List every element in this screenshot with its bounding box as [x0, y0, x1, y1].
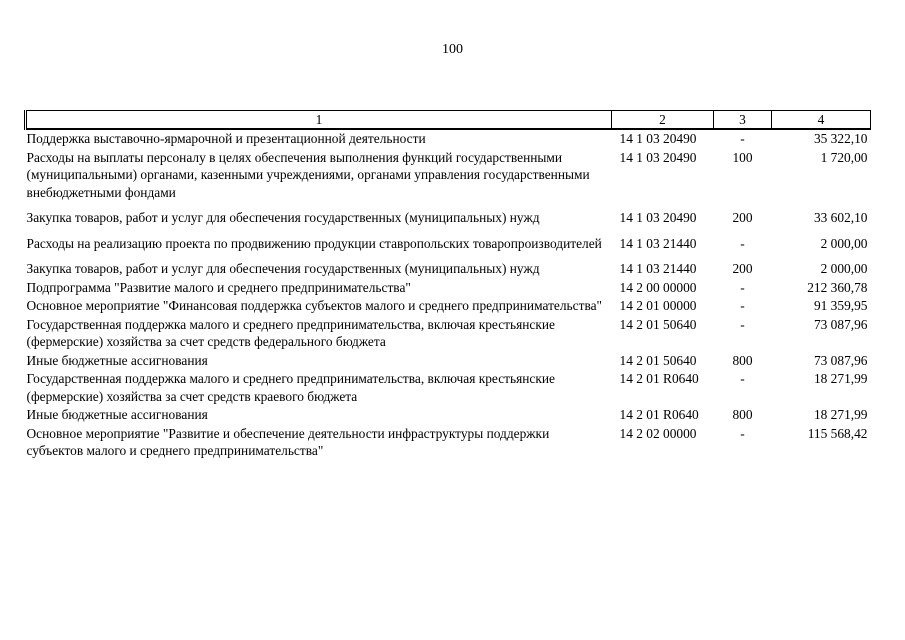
- row-name: Основное мероприятие "Развитие и обеспечение деятельности инфраструктуры поддержки субъектов малого и среднего предпринимательства": [26, 425, 550, 458]
- row-code: 14 2 00 00000: [619, 279, 697, 295]
- table-row: [26, 352, 871, 371]
- table-row: [26, 149, 871, 210]
- row-code: 14 2 01 50640: [619, 352, 697, 368]
- header-col-4: 4: [772, 111, 871, 130]
- row-type: -: [740, 235, 745, 251]
- row-type: -: [740, 371, 745, 386]
- table-row: [26, 209, 871, 235]
- row-code: 14 1 03 20490: [619, 131, 697, 146]
- row-type: -: [740, 298, 745, 313]
- row-name: Расходы на реализацию проекта по продвижению продукции ставропольских товаропроизводителей: [26, 235, 602, 251]
- table-row: [26, 425, 871, 461]
- table-row: [26, 260, 871, 279]
- row-code: 14 1 03 20490: [619, 210, 697, 225]
- table-row: [26, 370, 871, 406]
- row-amount: 1 720,00: [820, 149, 868, 165]
- row-name: Подпрограмма "Развитие малого и среднего предпринимательства": [26, 279, 411, 295]
- row-amount: 18 271,99: [813, 371, 868, 386]
- row-type: 100: [732, 149, 753, 165]
- row-type: 800: [732, 352, 753, 368]
- budget-table: [24, 110, 871, 461]
- row-amount: 91 359,95: [813, 298, 868, 313]
- row-name: Закупка товаров, работ и услуг для обеспечения государственных (муниципальных) нужд: [26, 210, 540, 225]
- table-row: [26, 129, 871, 149]
- row-amount: 35 322,10: [813, 131, 868, 146]
- row-type: 200: [732, 261, 753, 276]
- row-type: -: [740, 279, 745, 295]
- row-name: Основное мероприятие "Финансовая поддержка субъектов малого и среднего предпринимательства": [26, 298, 603, 313]
- table-row: [26, 279, 871, 298]
- table-body: [26, 129, 871, 461]
- row-name: Расходы на выплаты персоналу в целях обеспечения выполнения функций государственными (муниципальными) органами, казенными учреждениями, органами управления государственными внебюджетными фондами: [26, 149, 590, 200]
- row-name: Закупка товаров, работ и услуг для обеспечения государственных (муниципальных) нужд: [26, 261, 540, 276]
- row-code: 14 2 02 00000: [619, 425, 697, 441]
- row-type: -: [740, 425, 745, 441]
- table-row: [26, 235, 871, 261]
- row-code: 14 2 01 00000: [619, 298, 697, 313]
- row-amount: 73 087,96: [813, 316, 868, 332]
- row-name: Государственная поддержка малого и среднего предпринимательства, включая крестьянские (фермерские) хозяйства за счет средств краевого бюджета: [26, 371, 555, 404]
- row-type: -: [740, 131, 745, 146]
- header-col-1: 1: [26, 111, 612, 130]
- table-row: [26, 406, 871, 425]
- row-name: Поддержка выставочно-ярмарочной и презентационной деятельности: [26, 131, 426, 146]
- table-row: [26, 316, 871, 352]
- header-col-3: 3: [714, 111, 772, 130]
- row-amount: 18 271,99: [813, 407, 868, 422]
- row-amount: 33 602,10: [813, 210, 868, 225]
- row-amount: 212 360,78: [807, 279, 868, 295]
- row-code: 14 2 01 R0640: [619, 371, 699, 386]
- row-code: 14 1 03 21440: [619, 261, 697, 276]
- row-name: Иные бюджетные ассигнования: [26, 407, 208, 422]
- table-row: [26, 297, 871, 316]
- row-code: 14 1 03 21440: [619, 235, 697, 251]
- row-code: 14 2 01 R0640: [619, 407, 699, 422]
- row-name: Иные бюджетные ассигнования: [26, 352, 208, 368]
- row-name: Государственная поддержка малого и среднего предпринимательства, включая крестьянские (фермерские) хозяйства за счет средств федерального бюджета: [26, 316, 555, 349]
- header-col-2: 2: [612, 111, 714, 130]
- row-code: 14 2 01 50640: [619, 316, 697, 332]
- row-amount: 73 087,96: [813, 352, 868, 368]
- row-type: 800: [732, 407, 753, 422]
- row-amount: 115 568,42: [807, 425, 868, 441]
- row-type: 200: [732, 210, 753, 225]
- row-amount: 2 000,00: [820, 261, 868, 276]
- header-row: [26, 111, 871, 130]
- row-type: -: [740, 316, 745, 332]
- row-code: 14 1 03 20490: [619, 149, 697, 165]
- row-amount: 2 000,00: [820, 235, 868, 251]
- page-number: 100: [442, 42, 463, 57]
